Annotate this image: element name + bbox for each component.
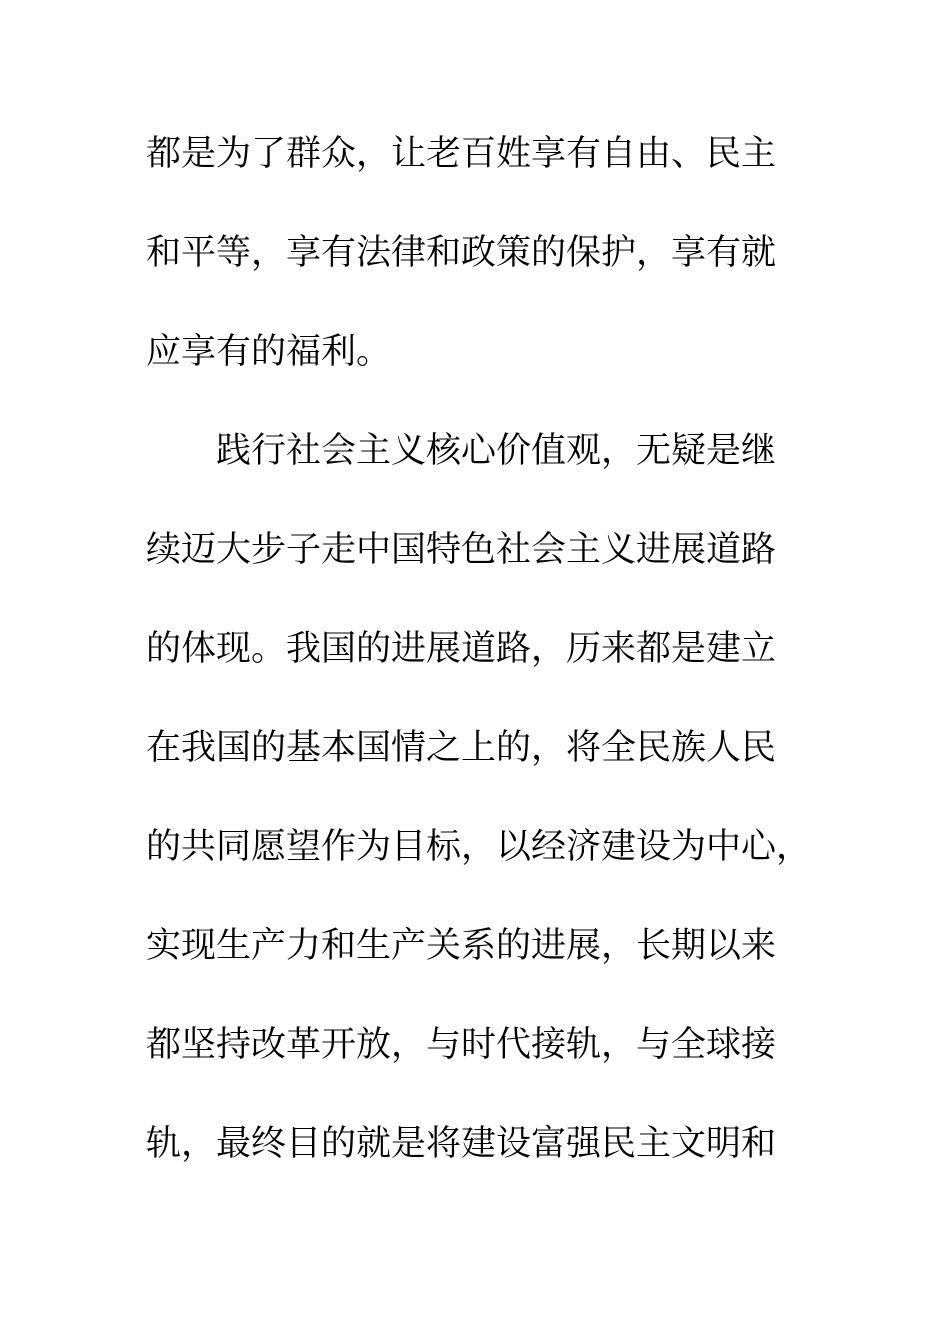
text-line: 续迈大步子走中国特色社会主义进展道路 <box>146 530 777 570</box>
body-text <box>146 121 812 1210</box>
text-line: 轨，最终目的就是将建设富强民主文明和 <box>146 1124 777 1164</box>
text-line: 的共同愿望作为目标，以经济建设为中心， <box>146 827 812 867</box>
text-line: 都坚持改革开放，与时代接轨，与全球接 <box>146 1025 777 1065</box>
text-line: 和平等，享有法律和政策的保护，享有就 <box>146 233 777 273</box>
text-line: 的体现。我国的进展道路，历来都是建立 <box>146 629 777 669</box>
text-line: 都是为了群众，让老百姓享有自由、民主 <box>146 134 777 174</box>
text-line: 应享有的福利。 <box>146 332 392 372</box>
text-line: 在我国的基本国情之上的，将全民族人民 <box>146 728 777 768</box>
text-line: 实现生产力和生产关系的进展，长期以来 <box>146 926 777 966</box>
paragraph-start-line: 践行社会主义核心价值观，无疑是继 <box>216 431 777 471</box>
